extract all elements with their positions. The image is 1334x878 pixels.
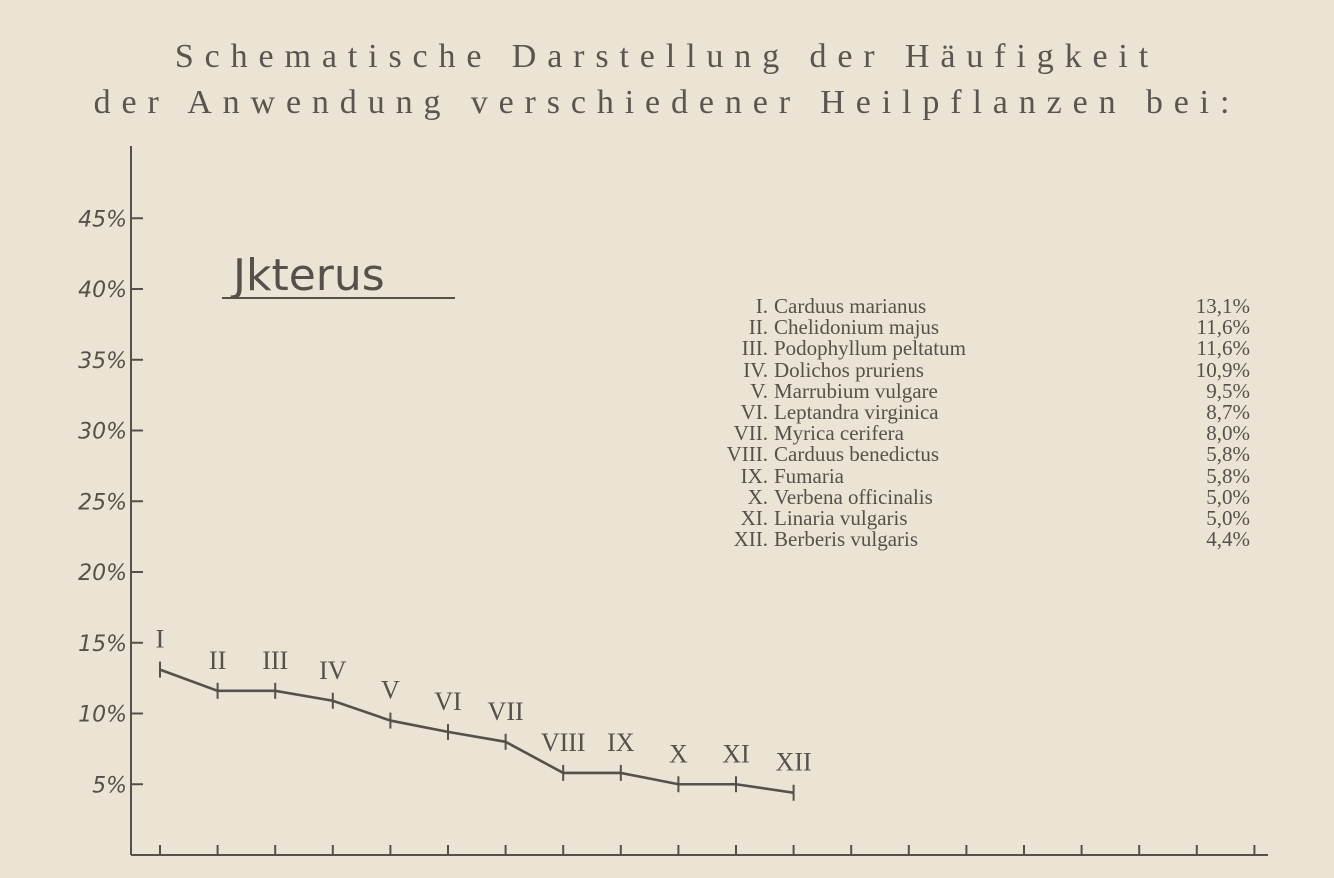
legend-value: 9,5% — [1206, 378, 1250, 403]
legend-value: 5,0% — [1206, 506, 1250, 531]
legend — [690, 296, 1250, 550]
point-label: IV — [319, 655, 347, 685]
legend-value: 4,4% — [1206, 527, 1250, 552]
legend-row — [690, 484, 1250, 509]
legend-value: 5,8% — [1206, 463, 1250, 488]
y-tick-label: 35% — [78, 348, 127, 374]
legend-row — [690, 423, 1250, 444]
chart-title-line-2: der Anwendung verschiedener Heilpflanzen bei: — [93, 84, 1241, 121]
point-label: VI — [434, 686, 462, 716]
chart-subtitle: Jkterus — [233, 250, 385, 301]
y-tick-label: 40% — [78, 278, 127, 303]
y-tick-label: 10% — [78, 702, 127, 728]
legend-number: V. — [750, 378, 768, 403]
legend-name: Verbena officinalis — [774, 484, 933, 509]
point-label: III — [262, 645, 289, 675]
legend-name: Myrica cerifera — [774, 421, 904, 446]
y-tick-label: 30% — [78, 419, 127, 445]
y-axis-ticks — [78, 207, 143, 798]
x-axis-ticks — [160, 845, 1254, 855]
y-tick-label: 45% — [78, 207, 127, 233]
legend-number: IV. — [743, 357, 768, 382]
point-label: VIII — [540, 727, 586, 757]
legend-value: 10,9% — [1195, 357, 1250, 382]
legend-number: X. — [747, 484, 768, 509]
legend-number: IX. — [740, 463, 768, 488]
legend-row — [690, 296, 1250, 317]
legend-number: XI. — [740, 506, 768, 531]
legend-row — [690, 378, 1250, 403]
chart-title-line-1: Schematische Darstellung der Häufigkeit — [174, 38, 1160, 75]
legend-row — [690, 357, 1250, 382]
point-label: XII — [775, 747, 812, 777]
y-tick-label: 15% — [78, 631, 127, 657]
legend-name: Dolichos pruriens — [774, 357, 924, 382]
legend-name: Carduus marianus — [774, 294, 927, 318]
legend-value: 5,8% — [1206, 442, 1250, 467]
legend-row — [690, 508, 1250, 529]
legend-number: III. — [741, 336, 768, 361]
legend-row — [690, 444, 1250, 465]
legend-number: VII. — [733, 421, 768, 446]
legend-row — [690, 529, 1250, 550]
legend-number: XII. — [733, 527, 768, 552]
data-series — [160, 662, 794, 801]
point-label: X — [669, 739, 688, 769]
legend-name: Marrubium vulgare — [774, 378, 938, 403]
legend-name: Carduus benedictus — [774, 442, 940, 467]
legend-number: VIII. — [726, 442, 768, 467]
legend-number: VI. — [740, 400, 768, 425]
y-tick-label: 20% — [78, 561, 127, 586]
legend-number: II. — [748, 315, 768, 340]
legend-name: Berberis vulgaris — [774, 527, 919, 552]
legend-row — [690, 317, 1250, 338]
point-label: XI — [722, 739, 750, 769]
legend-number: I. — [755, 294, 768, 318]
legend-value: 8,0% — [1206, 421, 1250, 446]
legend-value: 13,1% — [1195, 294, 1250, 318]
legend-value: 11,6% — [1196, 315, 1250, 340]
legend-name: Podophyllum peltatum — [774, 336, 966, 361]
point-label: V — [381, 675, 400, 705]
legend-name: Fumaria — [774, 463, 844, 488]
legend-name: Linaria vulgaris — [774, 506, 908, 531]
point-label: IX — [607, 727, 635, 757]
point-label: II — [208, 645, 227, 675]
legend-name: Leptandra virginica — [774, 400, 939, 425]
series-line — [160, 670, 794, 793]
point-label: I — [155, 624, 165, 654]
legend-name: Chelidonium majus — [774, 315, 940, 340]
y-tick-label: 5% — [92, 773, 127, 799]
legend-row — [690, 402, 1250, 423]
legend-row — [690, 463, 1250, 488]
legend-value: 8,7% — [1206, 400, 1250, 425]
legend-row — [690, 338, 1250, 359]
legend-value: 5,0% — [1206, 484, 1250, 509]
legend-value: 11,6% — [1196, 336, 1250, 361]
point-labels — [156, 625, 812, 777]
point-label: VII — [487, 696, 524, 726]
y-tick-label: 25% — [78, 490, 127, 516]
